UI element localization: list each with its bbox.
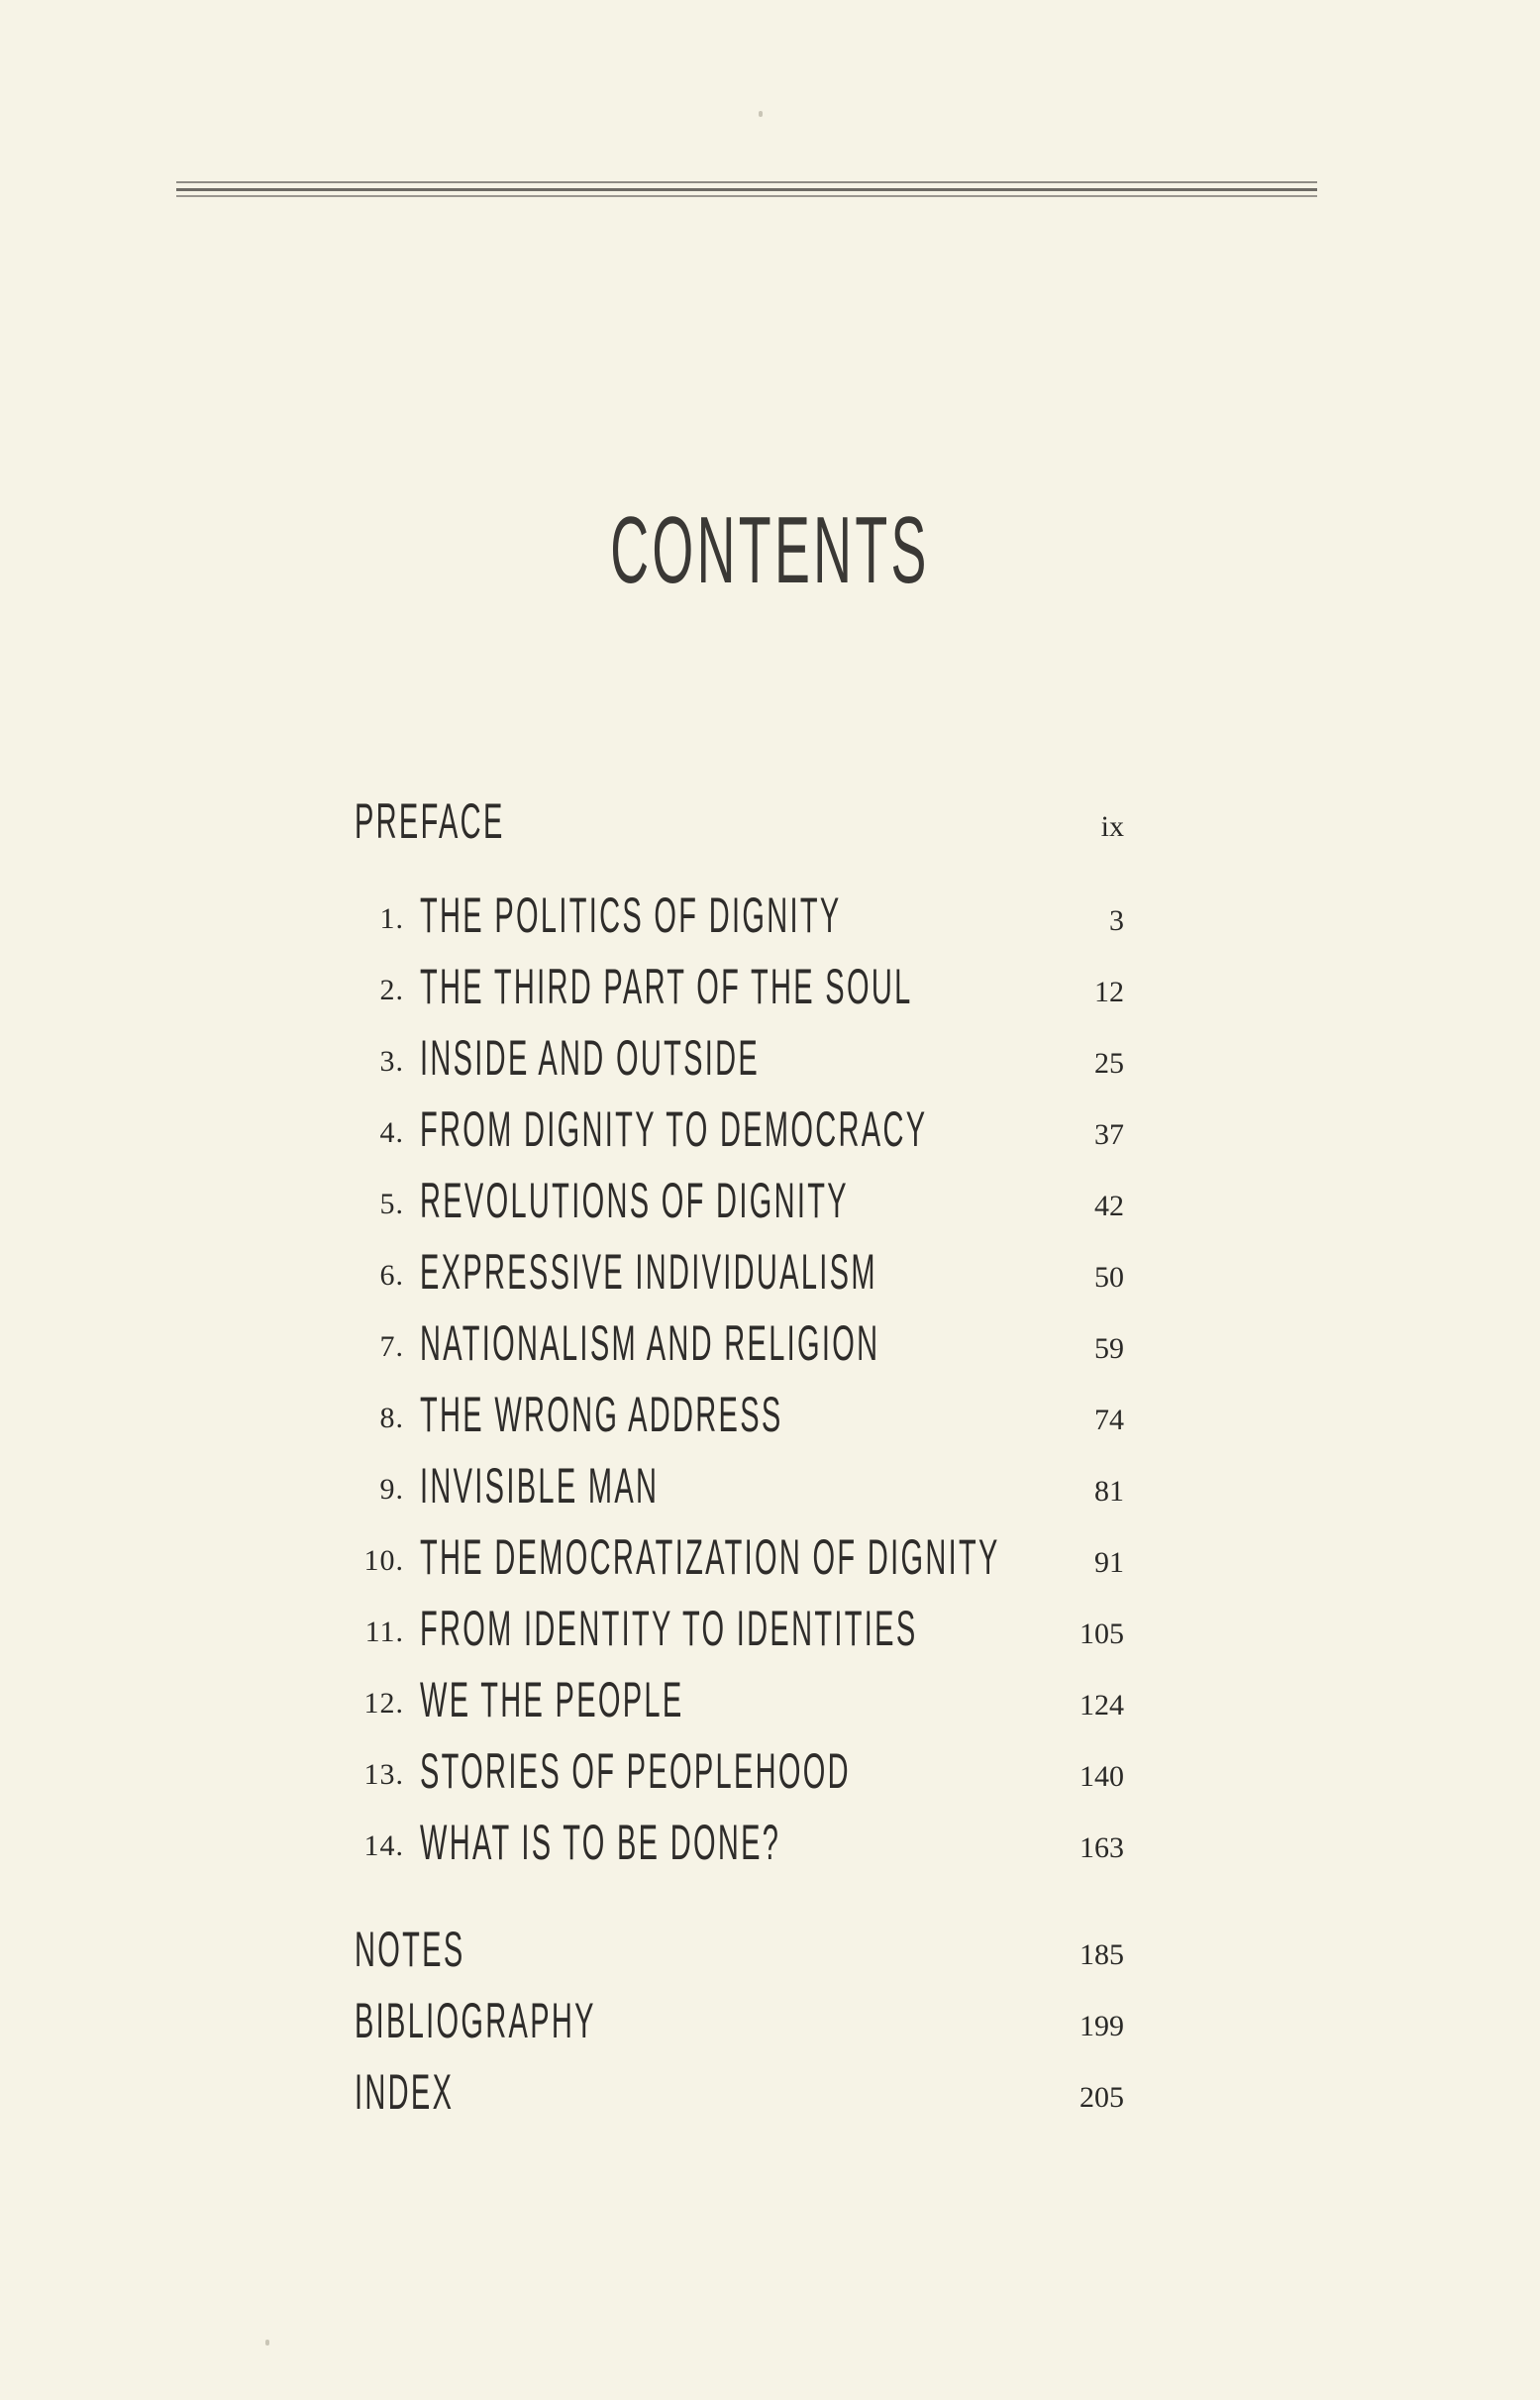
toc-page-number: 199 — [1079, 2010, 1124, 2042]
toc-page-number: 91 — [1094, 1546, 1124, 1579]
chapter-title: INSIDE AND OUTSIDE — [420, 1030, 761, 1086]
toc-page-number: 105 — [1079, 1617, 1124, 1650]
top-rule — [176, 188, 1317, 191]
chapter-title: WE THE PEOPLE — [420, 1672, 684, 1727]
chapter-number: 5. — [379, 1188, 404, 1220]
toc-chapter-row[interactable] — [0, 1172, 1540, 1231]
toc-chapter-row[interactable] — [0, 1386, 1540, 1445]
chapter-number: 3. — [379, 1045, 404, 1078]
toc-page-number: 37 — [1094, 1118, 1124, 1151]
chapter-title: NATIONALISM AND RELIGION — [420, 1315, 880, 1371]
chapter-title: THE THIRD PART OF THE SOUL — [420, 959, 913, 1014]
chapter-title: THE DEMOCRATIZATION OF DIGNITY — [420, 1529, 1000, 1585]
toc-page-number: 59 — [1094, 1332, 1124, 1365]
toc-page-number: ix — [1100, 810, 1124, 843]
chapter-title: THE WRONG ADDRESS — [420, 1387, 783, 1442]
chapter-number: 11. — [364, 1616, 404, 1648]
toc-entry-bibliography[interactable] — [0, 1992, 1540, 2051]
toc-entry-index[interactable] — [0, 2063, 1540, 2123]
chapter-title: STORIES OF PEOPLEHOOD — [420, 1743, 851, 1799]
toc-page-number: 74 — [1094, 1404, 1124, 1436]
toc-page-number: 124 — [1079, 1689, 1124, 1722]
toc-chapter-row[interactable] — [0, 1600, 1540, 1659]
chapter-title: FROM IDENTITY TO IDENTITIES — [420, 1601, 918, 1656]
toc-page-number: 3 — [1109, 904, 1124, 937]
chapter-number: 4. — [379, 1116, 404, 1149]
chapter-number: 7. — [379, 1330, 404, 1363]
toc-chapter-row[interactable] — [0, 1528, 1540, 1588]
toc-entry-label: BIBLIOGRAPHY — [355, 1993, 596, 2048]
toc-chapter-row[interactable] — [0, 1243, 1540, 1303]
chapter-number: 2. — [379, 974, 404, 1006]
chapter-number: 14. — [363, 1829, 404, 1862]
toc-chapter-row[interactable] — [0, 1814, 1540, 1873]
toc-chapter-row[interactable] — [0, 1314, 1540, 1374]
chapter-number: 12. — [363, 1687, 404, 1720]
toc-chapter-row[interactable] — [0, 1029, 1540, 1089]
toc-entry-label: NOTES — [355, 1922, 465, 1977]
chapter-title: THE POLITICS OF DIGNITY — [420, 887, 842, 943]
toc-entry-label: INDEX — [355, 2064, 455, 2120]
toc-chapter-row[interactable] — [0, 958, 1540, 1017]
chapter-title: FROM DIGNITY TO DEMOCRACY — [420, 1101, 928, 1157]
chapter-title: INVISIBLE MAN — [420, 1458, 660, 1513]
toc-page-number: 12 — [1094, 976, 1124, 1008]
toc-page-number: 50 — [1094, 1261, 1124, 1294]
toc-chapter-row[interactable] — [0, 1100, 1540, 1160]
top-rule — [176, 181, 1317, 183]
toc-chapter-row[interactable] — [0, 887, 1540, 946]
chapter-number: 1. — [379, 902, 404, 935]
chapter-title: EXPRESSIVE INDIVIDUALISM — [420, 1244, 877, 1300]
toc-page-number: 140 — [1079, 1760, 1124, 1793]
chapter-number: 13. — [363, 1758, 404, 1791]
chapter-number: 10. — [363, 1544, 404, 1577]
toc-page-number: 185 — [1079, 1938, 1124, 1971]
toc-page-number: 25 — [1094, 1047, 1124, 1080]
toc-chapter-row[interactable] — [0, 1671, 1540, 1730]
toc-page-number: 81 — [1094, 1475, 1124, 1508]
chapter-title: WHAT IS TO BE DONE? — [420, 1815, 781, 1870]
paper-speck — [759, 111, 763, 117]
paper-speck — [265, 2340, 269, 2346]
toc-entry-notes[interactable] — [0, 1921, 1540, 1980]
chapter-number: 6. — [379, 1259, 404, 1292]
top-rule — [176, 195, 1317, 197]
toc-chapter-row[interactable] — [0, 1457, 1540, 1516]
chapter-number: 9. — [379, 1473, 404, 1506]
page-title: CONTENTS — [610, 497, 930, 603]
toc-page-number: 42 — [1094, 1190, 1124, 1222]
toc-entry-label: PREFACE — [355, 793, 505, 849]
chapter-title: REVOLUTIONS OF DIGNITY — [420, 1173, 849, 1228]
toc-entry-preface[interactable] — [0, 792, 1540, 852]
toc-page-number: 205 — [1079, 2081, 1124, 2114]
toc-chapter-row[interactable] — [0, 1742, 1540, 1802]
toc-page-number: 163 — [1079, 1831, 1124, 1864]
chapter-number: 8. — [379, 1402, 404, 1434]
